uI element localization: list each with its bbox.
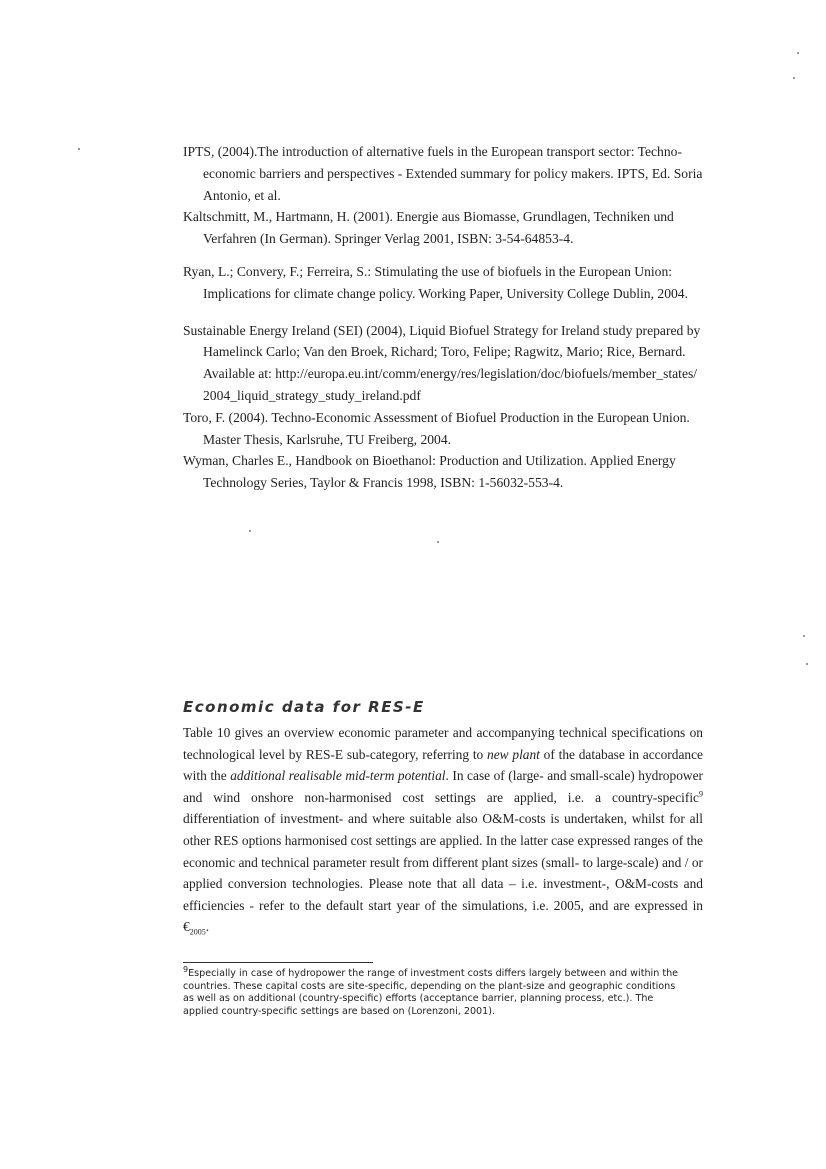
reference-ipts: IPTS, (2004).The introduction of alternative fuels in the European transport sector: Techno-economic barriers and perspectives - Extended summary for policy makers. IPTS, Ed. Soria Antonio, et al. (183, 144, 703, 203)
footnote-marker: 9 (183, 964, 189, 974)
scan-speck (803, 635, 805, 637)
reference-sei-text: Sustainable Energy Ireland (SEI) (2004), Liquid Biofuel Strategy for Ireland study prepared by Hamelinck Carlo; Van den Broek, Richard; Toro, Felipe; Ragwitz, Mario; Rice, Bernard. Available at: (183, 322, 701, 382)
reference-kaltschmitt: Kaltschmitt, M., Hartmann, H. (2001). Energie aus Biomasse, Grundlagen, Techniken und Verfahren (In German). Springer Verlag 2001, ISBN: 3-54-64853-4. (183, 209, 674, 247)
footnote (183, 964, 688, 1018)
reference-wyman: Wyman, Charles E., Handbook on Bioethanol: Production and Utilization. Applied Energy Technology Series, Taylor & Francis 1998, ISBN: 1-56032-553-4. (183, 453, 676, 491)
paragraph-emphasis-potential: additional realisable mid-term potential (230, 768, 446, 784)
section-heading: Economic data for RES-E (183, 698, 425, 716)
paragraph-text-5: . (205, 919, 210, 935)
paragraph-text-2: of the database in accordance with the (183, 746, 703, 784)
reference-sei (183, 320, 703, 407)
currency-year-subscript: 2005 (189, 928, 206, 938)
scan-speck (806, 663, 808, 665)
paragraph-emphasis-new-plant: new plant (487, 746, 540, 762)
paragraph-text-4: differentiation of investment- and where suitable also O&M-costs is undertaken, whilst for all other RES options harmonised cost settings are applied. In the latter case expressed ranges of the economic and technical parameter result from different plant sizes (small- to large-scale) and / or applied conversion technologies. Please note that all data – i.e. investment-, O&M-costs and efficiencies - refer to the default start year of the simulations, i.e. 2005, and are expressed in € (183, 811, 703, 935)
reference-ryan: Ryan, L.; Convery, F.; Ferreira, S.: Stimulating the use of biofuels in the European Union: Implications for climate change policy. Working Paper, University College Dublin, 2004. (183, 263, 688, 301)
footnote-reference[interactable]: 9 (699, 789, 703, 799)
paragraph-text-3: . In case of (large- and small-scale) hydropower and wind onshore non-harmonised cost settings are applied, i.e. a country-specific (183, 768, 703, 805)
scan-speck (249, 530, 251, 532)
footnote-divider (183, 962, 373, 963)
reference-list (183, 141, 703, 494)
reference-toro: Toro, F. (2004). Techno-Economic Assessment of Biofuel Production in the European Union. Master Thesis, Karlsruhe, TU Freiberg, 2004. (183, 409, 690, 447)
scan-speck (793, 77, 795, 79)
section-paragraph (183, 722, 703, 938)
scan-speck (78, 148, 80, 150)
scan-speck (797, 52, 799, 54)
reference-sei-url[interactable]: http://europa.eu.int/comm/energy/res/legislation/doc/biofuels/member_states/2004_liquid_strategy_study_ireland.pdf (203, 366, 698, 403)
paragraph-text-1: Table 10 gives an overview economic parameter and accompanying technical specifications on technological level by RES-E sub-category, referring to (183, 725, 703, 762)
scan-speck (437, 541, 439, 543)
footnote-text: Especially in case of hydropower the range of investment costs differs largely between and within the countries. These capital costs are site-specific, depending on the plant-size and geographic conditions as well as on additional (country-specific) efforts (acceptance barrier, planning process, etc.). The applied country-specific settings are based on (Lorenzoni, 2001). (183, 968, 679, 1017)
economic-data-section (183, 698, 703, 938)
